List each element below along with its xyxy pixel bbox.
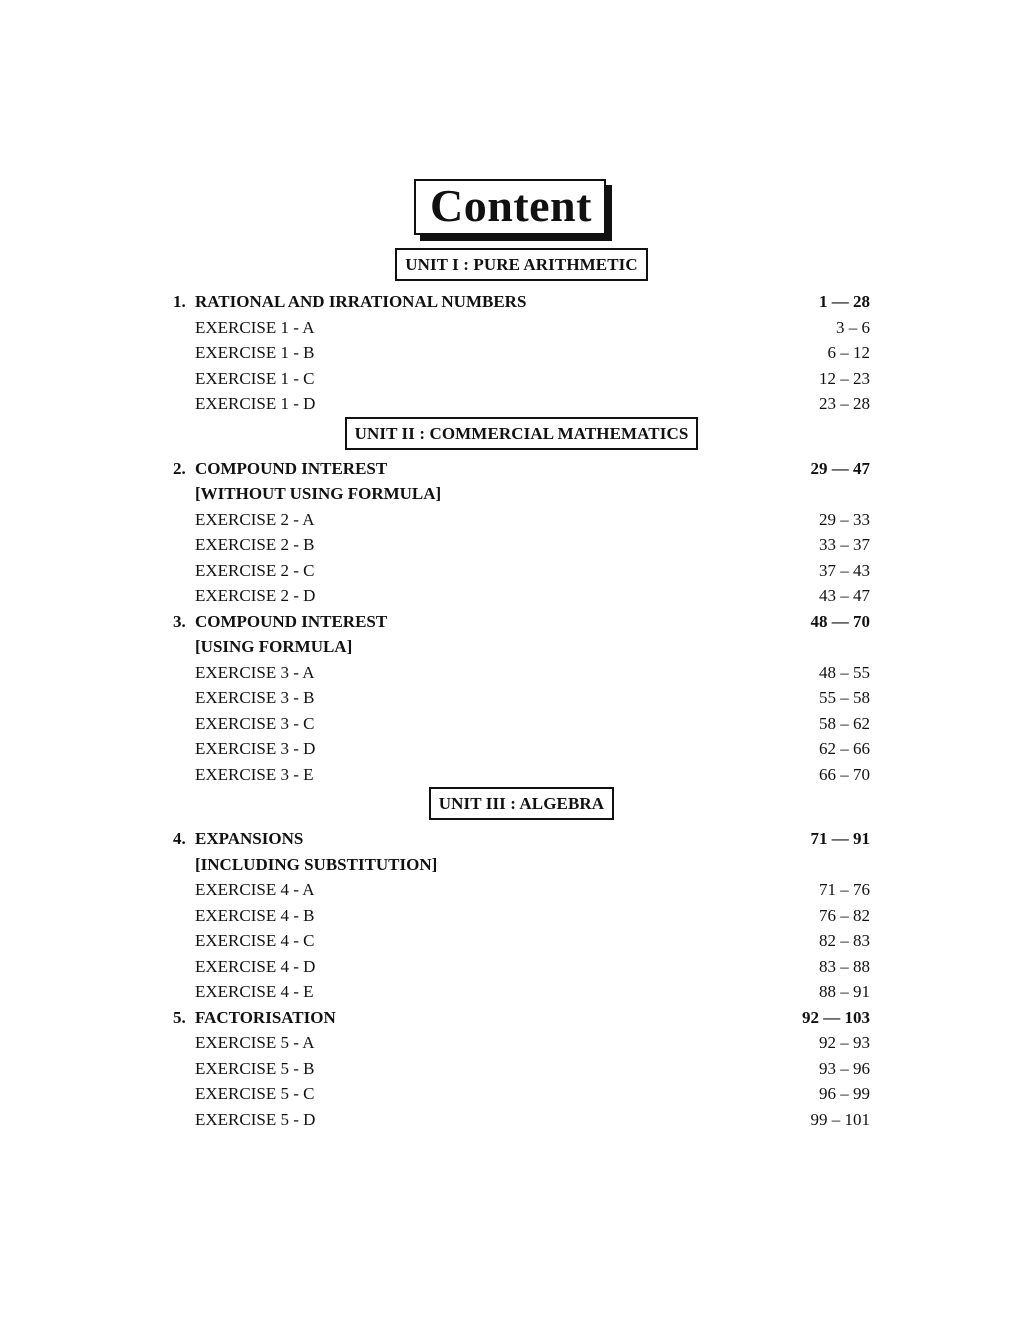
exercise-row[interactable] xyxy=(173,366,870,392)
exercise-row[interactable] xyxy=(173,660,870,686)
chapter-subtitle: [USING FORMULA] xyxy=(195,637,353,656)
exercise-pages: 12 – 23 xyxy=(819,368,870,388)
exercise-pages: 96 – 99 xyxy=(819,1084,870,1103)
chapter-row[interactable] xyxy=(173,456,870,482)
exercise-row[interactable] xyxy=(173,340,870,366)
exercise-row[interactable] xyxy=(173,507,870,533)
page-title: Content xyxy=(414,179,606,235)
exercise-label: EXERCISE 5 - B xyxy=(195,1058,315,1078)
chapter-subtitle-row xyxy=(173,634,870,660)
exercise-label: EXERCISE 3 - B xyxy=(195,688,315,707)
exercise-label: EXERCISE 4 - C xyxy=(195,931,315,950)
exercise-pages: 92 – 93 xyxy=(819,1033,870,1052)
exercise-row[interactable] xyxy=(173,711,870,737)
exercise-row[interactable] xyxy=(173,532,870,558)
chapter-subtitle: [WITHOUT USING FORMULA] xyxy=(195,484,442,503)
exercise-label: EXERCISE 4 - A xyxy=(195,880,315,899)
exercise-pages: 58 – 62 xyxy=(819,713,870,733)
chapter-title: COMPOUND INTEREST xyxy=(195,458,388,478)
chapter-number: 1. xyxy=(173,292,186,311)
chapter-label xyxy=(173,289,526,315)
chapter-row[interactable] xyxy=(173,609,870,635)
chapter-subtitle-row xyxy=(173,481,870,507)
chapter-title: COMPOUND INTEREST xyxy=(195,611,388,631)
exercise-label: EXERCISE 4 - D xyxy=(195,956,316,976)
exercise-row[interactable] xyxy=(173,1081,870,1107)
chapter-subtitle: [INCLUDING SUBSTITUTION] xyxy=(195,854,438,874)
exercise-row[interactable] xyxy=(173,1107,870,1133)
exercise-label: EXERCISE 3 - D xyxy=(195,739,316,758)
exercise-pages: 23 – 28 xyxy=(819,394,870,413)
exercise-label: EXERCISE 5 - A xyxy=(195,1033,315,1052)
exercise-row[interactable] xyxy=(173,736,870,762)
exercise-label: EXERCISE 2 - D xyxy=(195,586,316,605)
chapter-title: FACTORISATION xyxy=(195,1007,336,1027)
exercise-label: EXERCISE 4 - E xyxy=(195,982,314,1001)
exercise-row[interactable] xyxy=(173,1030,870,1056)
chapter-number: 5. xyxy=(173,1007,186,1027)
chapter-label xyxy=(173,609,387,635)
exercise-pages: 93 – 96 xyxy=(819,1058,870,1078)
exercise-row[interactable] xyxy=(173,903,870,929)
exercise-row[interactable] xyxy=(173,558,870,584)
exercise-pages: 33 – 37 xyxy=(819,535,870,554)
exercise-label: EXERCISE 1 - D xyxy=(195,394,316,413)
exercise-label: EXERCISE 5 - D xyxy=(195,1109,316,1129)
exercise-row[interactable] xyxy=(173,877,870,903)
exercise-label: EXERCISE 2 - C xyxy=(195,560,315,580)
exercise-pages: 71 – 76 xyxy=(819,880,870,899)
table-of-contents xyxy=(173,248,870,1132)
chapter-title: EXPANSIONS xyxy=(195,829,304,848)
unit-heading: UNIT III : ALGEBRA xyxy=(429,787,614,820)
chapter-number: 2. xyxy=(173,458,186,478)
chapter-pages: 29 — 47 xyxy=(810,458,870,478)
exercise-pages: 43 – 47 xyxy=(819,586,870,605)
chapter-number: 3. xyxy=(173,611,186,631)
exercise-label: EXERCISE 3 - C xyxy=(195,713,315,733)
chapter-label xyxy=(173,1005,336,1031)
chapter-pages: 71 — 91 xyxy=(810,829,870,848)
exercise-row[interactable] xyxy=(173,928,870,954)
exercise-label: EXERCISE 2 - B xyxy=(195,535,315,554)
exercise-label: EXERCISE 4 - B xyxy=(195,905,315,925)
exercise-pages: 37 – 43 xyxy=(819,560,870,580)
exercise-label: EXERCISE 1 - C xyxy=(195,368,315,388)
exercise-pages: 6 – 12 xyxy=(827,343,870,362)
exercise-pages: 62 – 66 xyxy=(819,739,870,758)
exercise-row[interactable] xyxy=(173,954,870,980)
page-title-wrap xyxy=(0,179,1020,235)
exercise-row[interactable] xyxy=(173,391,870,417)
exercise-pages: 76 – 82 xyxy=(819,905,870,925)
chapter-subtitle-row xyxy=(173,852,870,878)
exercise-label: EXERCISE 2 - A xyxy=(195,509,315,529)
exercise-row[interactable] xyxy=(173,762,870,788)
exercise-label: EXERCISE 3 - A xyxy=(195,662,315,682)
exercise-pages: 66 – 70 xyxy=(819,764,870,784)
chapter-number: 4. xyxy=(173,829,186,848)
exercise-row[interactable] xyxy=(173,315,870,341)
exercise-row[interactable] xyxy=(173,1056,870,1082)
exercise-pages: 3 – 6 xyxy=(836,317,870,337)
exercise-row[interactable] xyxy=(173,583,870,609)
chapter-row[interactable] xyxy=(173,826,870,852)
exercise-pages: 55 – 58 xyxy=(819,688,870,707)
chapter-label xyxy=(173,456,387,482)
chapter-row[interactable] xyxy=(173,289,870,315)
unit-heading-row xyxy=(173,248,870,281)
exercise-label: EXERCISE 1 - A xyxy=(195,317,315,337)
unit-heading: UNIT II : COMMERCIAL MATHEMATICS xyxy=(345,417,699,450)
chapter-label xyxy=(173,826,303,852)
unit-heading-row xyxy=(173,787,870,820)
exercise-pages: 29 – 33 xyxy=(819,509,870,529)
exercise-pages: 82 – 83 xyxy=(819,931,870,950)
exercise-pages: 83 – 88 xyxy=(819,956,870,976)
chapter-pages: 92 — 103 xyxy=(802,1007,870,1027)
chapter-row[interactable] xyxy=(173,1005,870,1031)
exercise-row[interactable] xyxy=(173,685,870,711)
exercise-label: EXERCISE 1 - B xyxy=(195,343,315,362)
chapter-pages: 1 — 28 xyxy=(819,292,870,311)
exercise-pages: 48 – 55 xyxy=(819,662,870,682)
exercise-pages: 99 – 101 xyxy=(810,1109,870,1129)
exercise-label: EXERCISE 3 - E xyxy=(195,764,314,784)
chapter-pages: 48 — 70 xyxy=(810,611,870,631)
exercise-label: EXERCISE 5 - C xyxy=(195,1084,315,1103)
exercise-row[interactable] xyxy=(173,979,870,1005)
chapter-title: RATIONAL AND IRRATIONAL NUMBERS xyxy=(195,292,527,311)
unit-heading-row xyxy=(173,417,870,450)
exercise-pages: 88 – 91 xyxy=(819,982,870,1001)
unit-heading: UNIT I : PURE ARITHMETIC xyxy=(395,248,648,281)
